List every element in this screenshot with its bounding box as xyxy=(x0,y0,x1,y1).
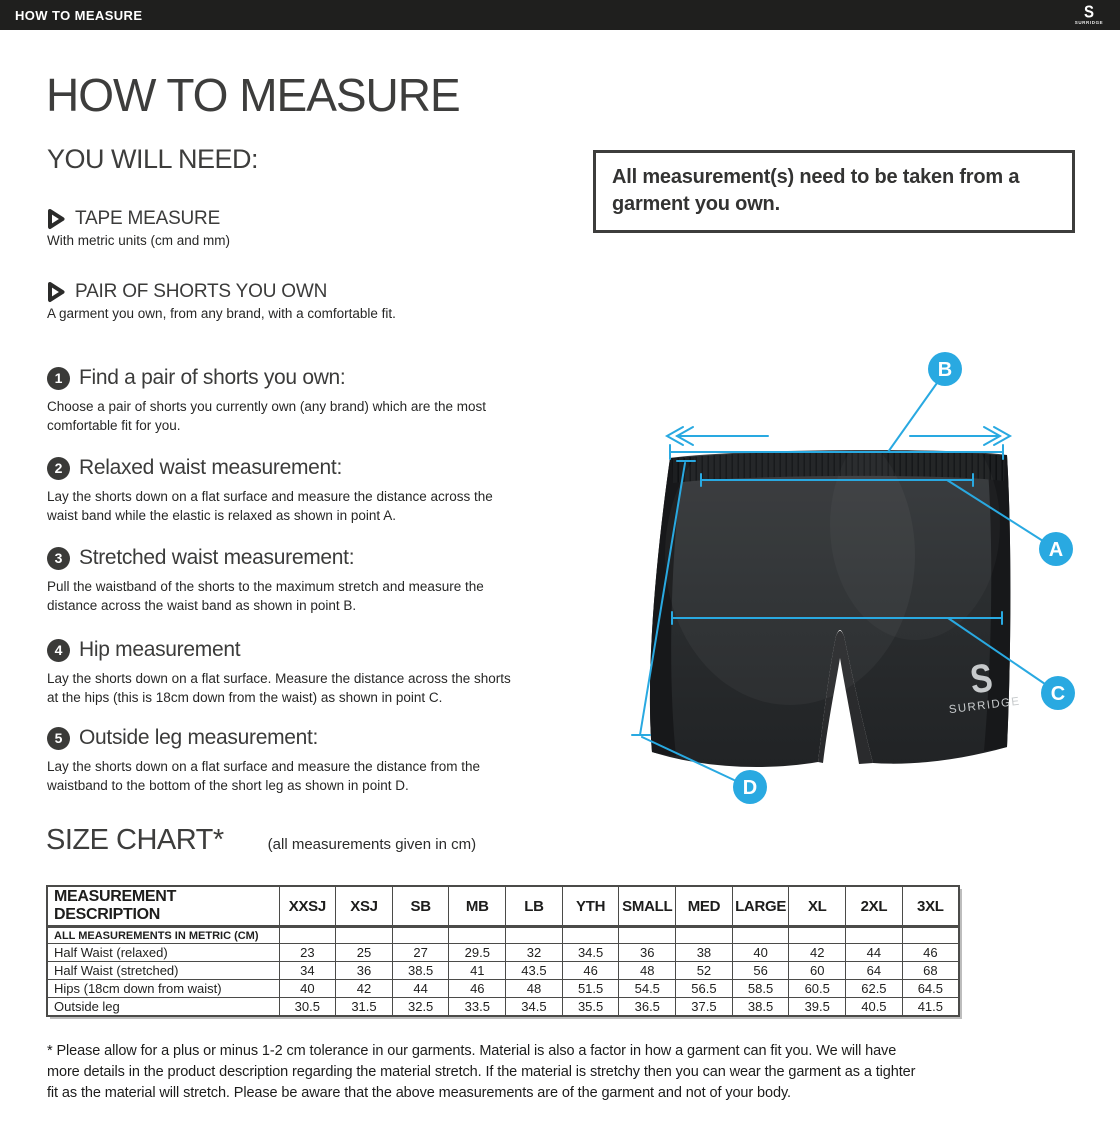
empty-cell xyxy=(902,927,959,944)
table-row xyxy=(47,998,959,1017)
top-bar xyxy=(0,0,1120,30)
value-cell: 27 xyxy=(392,944,449,962)
point-b-label: B xyxy=(937,359,953,381)
value-cell: 36 xyxy=(619,944,676,962)
value-cell: 41 xyxy=(449,962,506,980)
play-triangle-icon xyxy=(47,281,66,303)
surridge-logo-icon xyxy=(1068,1,1110,29)
value-cell: 41.5 xyxy=(902,998,959,1017)
value-cell: 36 xyxy=(336,962,393,980)
value-cell: 48 xyxy=(506,980,563,998)
empty-cell xyxy=(732,927,789,944)
value-cell: 64 xyxy=(846,962,903,980)
need-item-subtitle: A garment you own, from any brand, with a comfortable fit. xyxy=(47,306,396,321)
step-body: Lay the shorts down on a flat surface. Measure the distance across the shorts at the hips (this is 18cm down from the waist) as shown in point C. xyxy=(47,671,511,705)
step-5 xyxy=(47,726,525,795)
step-title: Hip measurement xyxy=(79,638,241,661)
column-header-yth: YTH xyxy=(562,886,619,927)
shorts-image xyxy=(650,405,1021,767)
metric-note-cell: ALL MEASUREMENTS IN METRIC (CM) xyxy=(47,927,279,944)
value-cell: 62.5 xyxy=(846,980,903,998)
table-row xyxy=(47,980,959,998)
value-cell: 31.5 xyxy=(336,998,393,1017)
value-cell: 33.5 xyxy=(449,998,506,1017)
empty-cell xyxy=(676,927,733,944)
footnote-text: * Please allow for a plus or minus 1-2 cm tolerance in our garments. Material is also a factor in how a garment can fit you. We will have more details in the product description regarding the material stretch. If the material is stretchy then you can wear the garment as a tighter fit as the material will stretch. Please be aware that the above measurements are of the garment and not of your body. xyxy=(47,1042,916,1101)
empty-cell xyxy=(789,927,846,944)
surridge-s-glyph: S xyxy=(1083,2,1094,23)
column-header-sb: SB xyxy=(392,886,449,927)
column-header-xxsj: XXSJ xyxy=(279,886,336,927)
table-row-metric-note xyxy=(47,927,959,944)
value-cell: 64.5 xyxy=(902,980,959,998)
column-header-large: LARGE xyxy=(732,886,789,927)
value-cell: 48 xyxy=(619,962,676,980)
you-will-need-heading: YOU WILL NEED: xyxy=(47,144,259,174)
step-3 xyxy=(47,546,525,615)
value-cell: 40 xyxy=(732,944,789,962)
value-cell: 44 xyxy=(392,980,449,998)
value-cell: 32.5 xyxy=(392,998,449,1017)
value-cell: 52 xyxy=(676,962,733,980)
value-cell: 35.5 xyxy=(562,998,619,1017)
value-cell: 68 xyxy=(902,962,959,980)
step-body: Choose a pair of shorts you currently own (any brand) which are the most comfortable fit for you. xyxy=(47,399,486,433)
value-cell: 58.5 xyxy=(732,980,789,998)
row-label-cell: Hips (18cm down from waist) xyxy=(47,980,279,998)
point-a-label: A xyxy=(1048,539,1064,561)
column-header-small: SMALL xyxy=(619,886,676,927)
step-1 xyxy=(47,366,525,435)
value-cell: 39.5 xyxy=(789,998,846,1017)
value-cell: 36.5 xyxy=(619,998,676,1017)
value-cell: 44 xyxy=(846,944,903,962)
notice-box xyxy=(593,150,1075,233)
value-cell: 40.5 xyxy=(846,998,903,1017)
surridge-logo-text: SURRIDGE xyxy=(1074,19,1104,25)
row-label-cell: Half Waist (relaxed) xyxy=(47,944,279,962)
size-chart-table xyxy=(46,885,960,1017)
step-title: Relaxed waist measurement: xyxy=(79,456,342,479)
notice-text: All measurement(s) need to be taken from a garment you own. xyxy=(612,166,1020,215)
value-cell: 32 xyxy=(506,944,563,962)
step-title: Find a pair of shorts you own: xyxy=(79,366,346,389)
step-title: Stretched waist measurement: xyxy=(79,546,355,569)
value-cell: 38.5 xyxy=(392,962,449,980)
need-item-title: TAPE MEASURE xyxy=(75,208,221,229)
need-item-title: PAIR OF SHORTS YOU OWN xyxy=(75,281,328,302)
step-number-badge: 1 xyxy=(47,367,70,390)
size-chart-header xyxy=(46,824,476,857)
size-chart-note: (all measurements given in cm) xyxy=(267,836,477,853)
value-cell: 37.5 xyxy=(676,998,733,1017)
page-title: HOW TO MEASURE xyxy=(46,69,460,121)
value-cell: 42 xyxy=(336,980,393,998)
value-cell: 40 xyxy=(279,980,336,998)
shorts-measurement-diagram xyxy=(615,340,1105,815)
empty-cell xyxy=(619,927,676,944)
empty-cell xyxy=(846,927,903,944)
empty-cell xyxy=(392,927,449,944)
column-header-2xl: 2XL xyxy=(846,886,903,927)
value-cell: 42 xyxy=(789,944,846,962)
table-row xyxy=(47,944,959,962)
value-cell: 34 xyxy=(279,962,336,980)
value-cell: 60 xyxy=(789,962,846,980)
step-body: Lay the shorts down on a flat surface and measure the distance from the waistband to the bottom of the short leg as shown in point D. xyxy=(47,759,480,793)
column-header-measurement-description: MEASUREMENT DESCRIPTION xyxy=(47,886,279,927)
value-cell: 38 xyxy=(676,944,733,962)
point-d-label: D xyxy=(742,777,758,799)
value-cell: 23 xyxy=(279,944,336,962)
size-chart-title: SIZE CHART* xyxy=(46,824,224,856)
step-4 xyxy=(47,638,525,707)
value-cell: 46 xyxy=(449,980,506,998)
value-cell: 25 xyxy=(336,944,393,962)
value-cell: 56.5 xyxy=(676,980,733,998)
row-label-cell: Outside leg xyxy=(47,998,279,1017)
step-number-badge: 4 xyxy=(47,639,70,662)
empty-cell xyxy=(449,927,506,944)
step-number-badge: 2 xyxy=(47,457,70,480)
value-cell: 43.5 xyxy=(506,962,563,980)
column-header-mb: MB xyxy=(449,886,506,927)
empty-cell xyxy=(336,927,393,944)
need-item-shorts xyxy=(47,281,567,321)
play-triangle-icon xyxy=(47,208,66,230)
value-cell: 46 xyxy=(902,944,959,962)
value-cell: 46 xyxy=(562,962,619,980)
point-c-label: C xyxy=(1050,683,1066,705)
need-item-tape-measure xyxy=(47,208,567,248)
table-row xyxy=(47,962,959,980)
value-cell: 56 xyxy=(732,962,789,980)
empty-cell xyxy=(562,927,619,944)
garment-logo-s-glyph: S xyxy=(967,654,995,703)
step-number-badge: 5 xyxy=(47,727,70,750)
value-cell: 29.5 xyxy=(449,944,506,962)
column-header-med: MED xyxy=(676,886,733,927)
size-chart-table-head xyxy=(47,886,959,927)
column-header-xsj: XSJ xyxy=(336,886,393,927)
value-cell: 34.5 xyxy=(506,998,563,1017)
top-bar-title: HOW TO MEASURE xyxy=(15,7,143,23)
column-header-3xl: 3XL xyxy=(902,886,959,927)
step-number-badge: 3 xyxy=(47,547,70,570)
value-cell: 34.5 xyxy=(562,944,619,962)
need-item-subtitle: With metric units (cm and mm) xyxy=(47,233,231,248)
column-header-lb: LB xyxy=(506,886,563,927)
column-header-xl: XL xyxy=(789,886,846,927)
value-cell: 54.5 xyxy=(619,980,676,998)
empty-cell xyxy=(279,927,336,944)
value-cell: 51.5 xyxy=(562,980,619,998)
empty-cell xyxy=(506,927,563,944)
value-cell: 38.5 xyxy=(732,998,789,1017)
step-body: Pull the waistband of the shorts to the maximum stretch and measure the distance across the waist band as shown in point B. xyxy=(47,579,484,613)
step-body: Lay the shorts down on a flat surface and measure the distance across the waist band while the elastic is relaxed as shown in point A. xyxy=(47,489,493,523)
row-label-cell: Half Waist (stretched) xyxy=(47,962,279,980)
value-cell: 30.5 xyxy=(279,998,336,1017)
size-chart-table-body xyxy=(47,927,959,1017)
value-cell: 60.5 xyxy=(789,980,846,998)
step-2 xyxy=(47,456,525,525)
garment-logo-text: SURRIDGE xyxy=(948,695,1022,717)
step-title: Outside leg measurement: xyxy=(79,726,319,749)
